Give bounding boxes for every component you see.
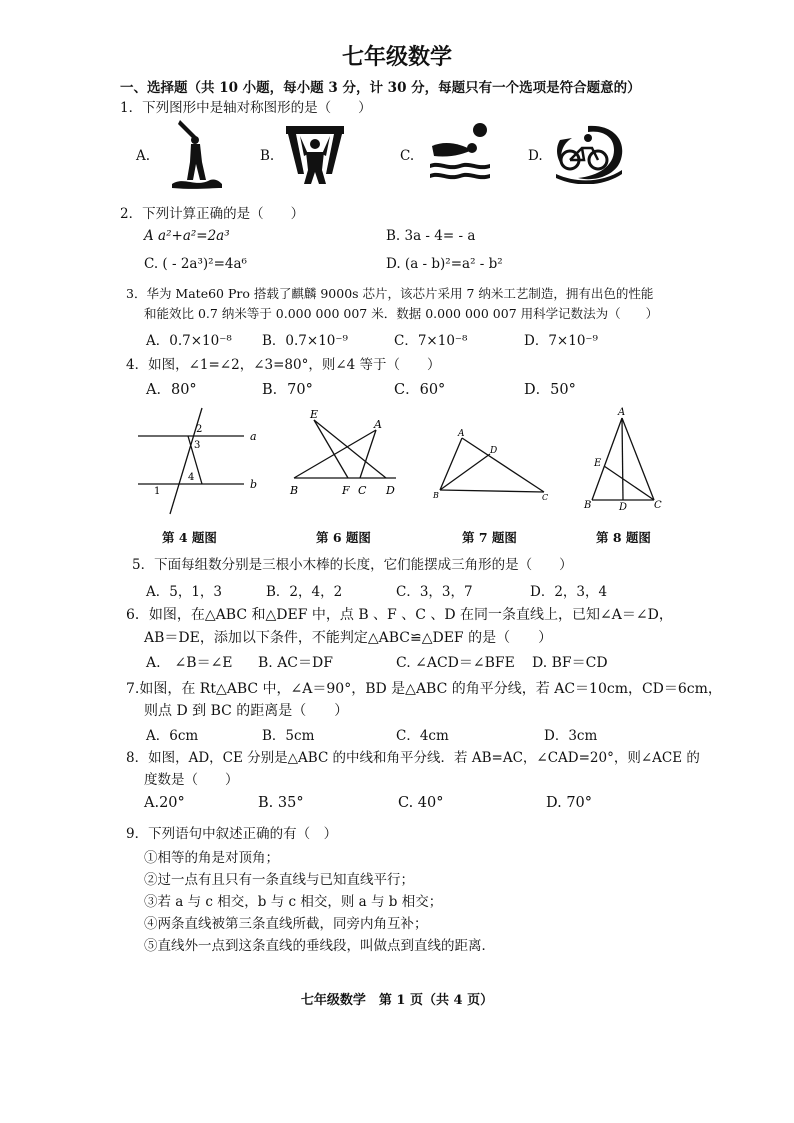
fig7-point-c: C <box>542 493 549 502</box>
fig4-angle-1-label: 1 <box>154 486 161 497</box>
question-6-line2: AB＝DE，添加以下条件，不能判定△ABC≌△DEF 的是（ ） <box>144 630 553 646</box>
fig4-line-b-label: b <box>250 478 258 491</box>
fig4-angle-2-label: 2 <box>196 424 203 435</box>
figure-7-caption: 第 7 题图 <box>462 530 517 545</box>
q5-option-b: B．2，4，2 <box>266 584 343 600</box>
fig6-point-c: C <box>358 484 367 497</box>
q9-statement-1: ①相等的角是对顶角； <box>144 850 279 866</box>
q3-option-b: B．0.7×10⁻⁹ <box>262 333 348 349</box>
fig7-point-a: A <box>458 429 465 439</box>
q8-option-c: C. 40° <box>398 795 444 811</box>
fig6-point-e: E <box>310 408 319 421</box>
q6-option-c: C. ∠ACD＝∠BFE <box>396 655 515 671</box>
figure-4-diagram <box>132 400 268 518</box>
question-1-stem: 1．下列图形中是轴对称图形的是（ ） <box>120 100 372 116</box>
fig6-point-d: D <box>386 484 395 497</box>
swimmer-icon <box>426 120 494 186</box>
q4-option-d: D．50° <box>524 382 576 398</box>
q4-option-b: B．70° <box>262 382 313 398</box>
q5-option-c: C．3，3，7 <box>396 584 473 600</box>
question-3-line2: 和能效比 0.7 纳米等于 0.000 000 007 米．数据 0.000 000 007 用科学记数法为（ ） <box>144 306 659 321</box>
figure-4-caption: 第 4 题图 <box>162 530 217 545</box>
fig8-point-c: C <box>654 500 662 511</box>
q8-option-d: D. 70° <box>546 795 593 811</box>
fig8-point-b: B <box>584 500 592 511</box>
q9-statement-2: ②过一点有且只有一条直线与已知直线平行； <box>144 872 414 888</box>
fig6-point-a: A <box>374 418 382 431</box>
section-heading: 一、选择题（共 10 小题，每小题 3 分，计 30 分，每题只有一个选项是符合题意的） <box>120 80 641 96</box>
q3-option-a: A．0.7×10⁻⁸ <box>146 333 232 349</box>
q2-option-c: C. ( - 2a³)²=4a⁶ <box>144 256 247 272</box>
question-4-stem: 4．如图，∠1=∠2，∠3=80°，则∠4 等于（ ） <box>126 357 441 373</box>
q9-statement-4: ④两条直线被第三条直线所截，同旁内角互补； <box>144 916 428 932</box>
fig8-point-d: D <box>619 502 628 513</box>
figure-6-caption: 第 6 题图 <box>316 530 371 545</box>
q9-statement-3: ③若 a 与 c 相交，b 与 c 相交，则 a 与 b 相交； <box>144 894 443 910</box>
figure-6-diagram <box>288 406 404 498</box>
page-footer: 七年级数学 第 1 页（共 4 页） <box>300 993 494 1008</box>
q7-option-d: D．3cm <box>544 728 598 744</box>
figure-8-caption: 第 8 题图 <box>596 530 651 545</box>
q2-option-a: A a²+a²=2a³ <box>144 228 230 244</box>
fig6-point-f: F <box>342 484 350 497</box>
fig7-point-d: D <box>490 446 498 456</box>
question-9-stem: 9．下列语句中叙述正确的有（ ） <box>126 826 338 842</box>
page-title: 七年级数学 <box>341 45 452 70</box>
q6-option-b: B. AC＝DF <box>258 655 333 671</box>
q5-option-a: A．5，1，3 <box>146 584 223 600</box>
golfer-icon <box>166 118 224 190</box>
q7-option-c: C．4cm <box>396 728 449 744</box>
fig7-point-b: B <box>433 491 439 500</box>
weightlifter-icon <box>284 124 346 186</box>
q7-option-b: B．5cm <box>262 728 315 744</box>
fig6-point-b: B <box>290 484 299 497</box>
fig4-angle-4-label: 4 <box>188 472 195 483</box>
fig8-point-e: E <box>594 458 602 469</box>
fig4-line-a-label: a <box>250 430 257 443</box>
q4-option-c: C．60° <box>394 382 446 398</box>
q8-option-b: B. 35° <box>258 795 304 811</box>
q6-option-d: D. BF＝CD <box>532 655 608 671</box>
q5-option-d: D．2，3，4 <box>530 584 608 600</box>
q7-option-a: A．6cm <box>146 728 199 744</box>
q2-option-b: B. 3a - 4= - a <box>386 228 476 244</box>
question-7-line1: 7.如图，在 Rt△ABC 中，∠A＝90°，BD 是△ABC 的角平分线，若 AC＝10cm，CD＝6cm， <box>126 681 722 697</box>
q1-option-d-label: D. <box>528 148 543 164</box>
q1-option-b-label: B. <box>260 148 275 164</box>
q3-option-c: C．7×10⁻⁸ <box>394 333 468 349</box>
q9-statement-5: ⑤直线外一点到这条直线的垂线段，叫做点到直线的距离． <box>144 938 495 954</box>
q1-option-a-label: A. <box>136 148 151 164</box>
q1-option-c-label: C. <box>400 148 415 164</box>
question-2-stem: 2．下列计算正确的是（ ） <box>120 206 305 222</box>
question-5-stem: 5．下面每组数分别是三根小木棒的长度，它们能摆成三角形的是（ ） <box>132 557 573 573</box>
q3-option-d: D．7×10⁻⁹ <box>524 333 598 349</box>
figure-8-diagram <box>578 404 668 514</box>
fig4-angle-3-label: 3 <box>194 440 201 451</box>
q8-option-a: A.20° <box>144 795 185 811</box>
question-6-line1: 6．如图，在△ABC 和△DEF 中，点 B 、F 、C 、D 在同一条直线上，已知∠A＝∠D， <box>126 607 673 623</box>
question-8-line1: 8．如图，AD，CE 分别是△ABC 的中线和角平分线．若 AB=AC，∠CAD=20°，则∠ACE 的 <box>126 750 700 766</box>
q4-option-a: A．80° <box>146 382 197 398</box>
cyclist-icon <box>548 122 630 184</box>
figure-7-diagram <box>432 424 556 504</box>
q2-option-d: D. (a - b)²=a² - b² <box>386 256 503 272</box>
fig8-point-a: A <box>618 407 626 418</box>
question-3-line1: 3．华为 Mate60 Pro 搭载了麒麟 9000s 芯片，该芯片采用 7 纳米工艺制造，拥有出色的性能 <box>126 286 654 301</box>
q6-option-a: A. ∠B＝∠E <box>146 655 233 671</box>
question-8-line2: 度数是（ ） <box>144 772 239 788</box>
question-7-line2: 则点 D 到 BC 的距离是（ ） <box>144 703 349 719</box>
